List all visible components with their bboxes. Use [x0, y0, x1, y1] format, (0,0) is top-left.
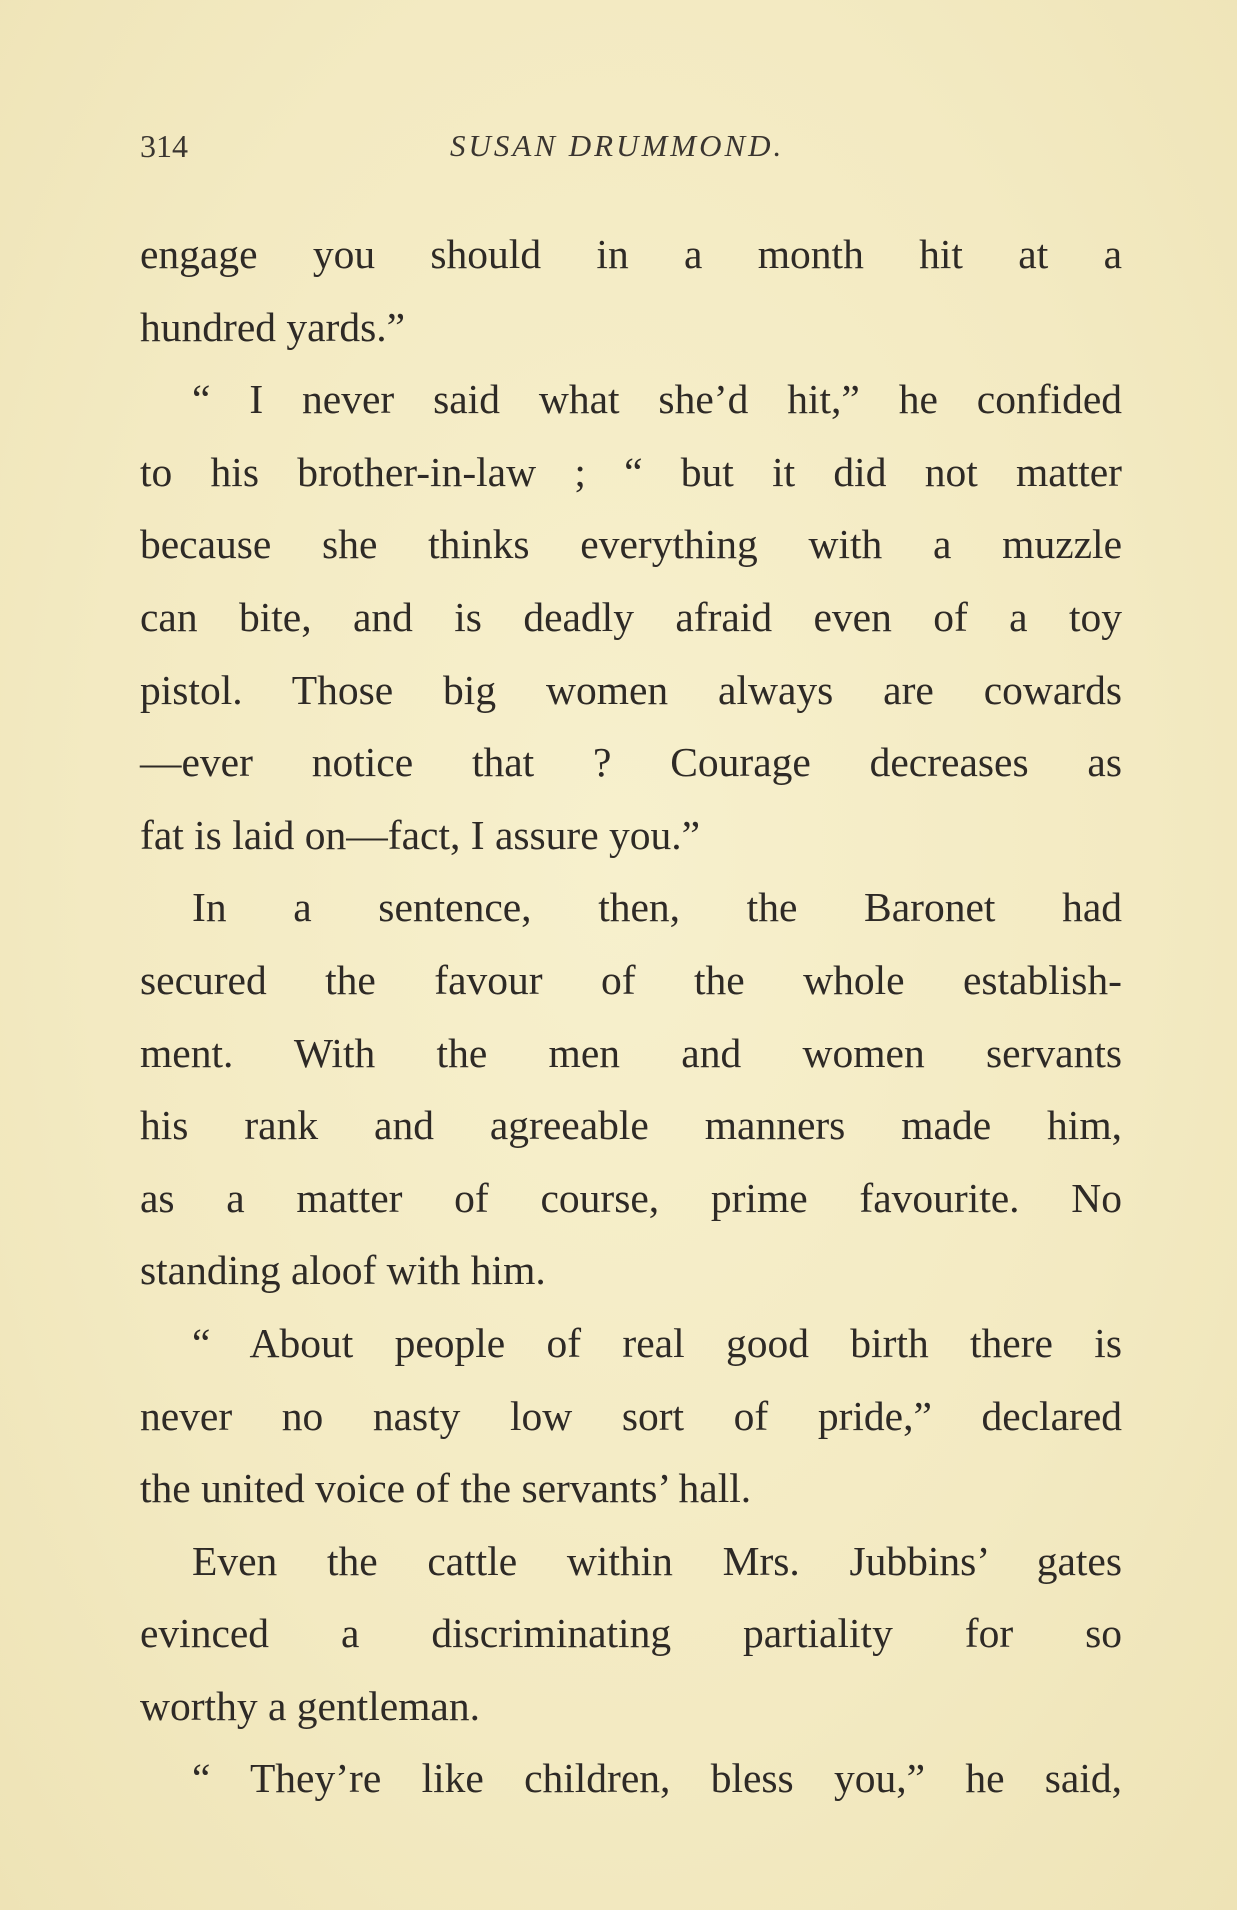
- page-number: 314: [140, 128, 188, 164]
- text-line: In a sentence, then, the Baronet had: [192, 884, 1122, 931]
- text-line: ment. With the men and women servants: [140, 1029, 1122, 1076]
- text-line: never no nasty low sort of pride,” declared: [140, 1392, 1122, 1439]
- text-line: evinced a discriminating partiality for so: [140, 1610, 1122, 1657]
- text-line: Even the cattle within Mrs. Jubbins’ gates: [192, 1537, 1122, 1584]
- text-line: “ About people of real good birth there is: [192, 1319, 1122, 1366]
- text-line: worthy a gentleman.: [140, 1682, 480, 1729]
- text-line: as a matter of course, prime favourite. No: [140, 1174, 1122, 1221]
- text-line: the united voice of the servants’ hall.: [140, 1465, 752, 1512]
- running-title: SUSAN DRUMMOND.: [450, 128, 785, 163]
- text-line: “ They’re like children, bless you,” he said,: [192, 1755, 1122, 1802]
- text-line: hundred yards.”: [140, 303, 406, 350]
- text-line: standing aloof with him.: [140, 1247, 546, 1294]
- text-line: his rank and agreeable manners made him,: [140, 1102, 1122, 1149]
- text-line: “ I never said what she’d hit,” he confided: [192, 376, 1122, 423]
- text-line: —ever notice that ? Courage decreases as: [140, 739, 1122, 786]
- text-line: fat is laid on—fact, I assure you.”: [140, 811, 701, 858]
- text-line: engage you should in a month hit at a: [140, 231, 1122, 277]
- page-header: [140, 128, 1120, 168]
- text-line: because she thinks everything with a muzzle: [140, 521, 1122, 568]
- text-line: can bite, and is deadly afraid even of a toy: [140, 593, 1122, 640]
- body-text: [140, 218, 1122, 1815]
- text-line: secured the favour of the whole establish-: [140, 956, 1122, 1003]
- text-line: pistol. Those big women always are cowards: [140, 666, 1122, 713]
- text-line: to his brother-in-law ; “ but it did not matter: [140, 448, 1122, 495]
